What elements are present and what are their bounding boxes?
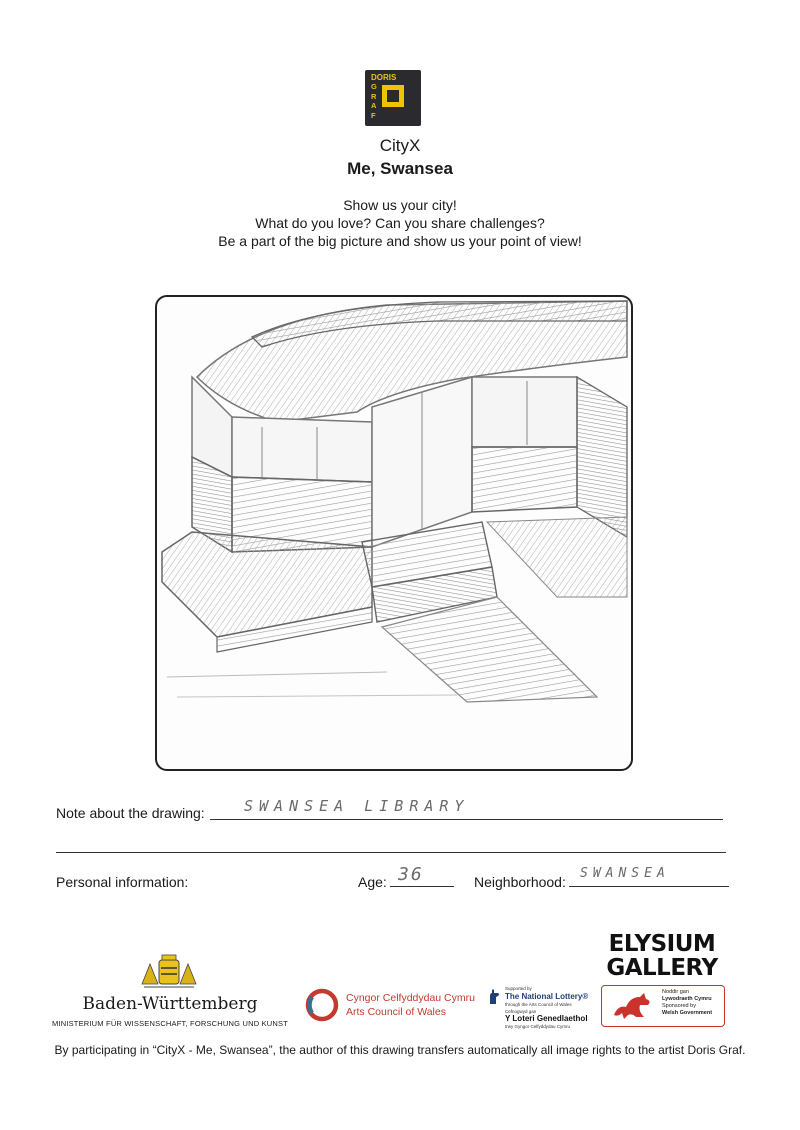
wg-line-1: Noddir gan — [662, 989, 689, 995]
baden-wuerttemberg-crest-icon — [140, 954, 198, 990]
lottery-name: The National Lottery® — [505, 992, 589, 1001]
intro-line-1: Show us your city! — [343, 197, 457, 213]
doris-graf-logo — [365, 70, 421, 126]
age-value[interactable]: 36 — [398, 864, 424, 885]
bw-name: Baden-Württemberg — [82, 994, 258, 1014]
elysium-gallery-logo — [604, 932, 720, 980]
elysium-line-2: GALLERY — [606, 955, 718, 981]
acw-english-name: Arts Council of Wales — [346, 1006, 446, 1018]
personal-info-label: Personal information: — [56, 874, 189, 890]
arts-council-ring-icon — [304, 987, 340, 1023]
logo-letter: A — [371, 101, 377, 110]
lottery-through: through the Arts Council of Wales — [505, 1002, 572, 1007]
lottery-welsh-supported: Cefnogwyd gan — [505, 1009, 537, 1014]
lottery-welsh-name: Y Loteri Genedlaethol — [505, 1014, 588, 1023]
drawing-frame — [155, 295, 633, 771]
note-second-line — [56, 852, 726, 853]
age-underline — [390, 886, 454, 887]
logo-letter: R — [371, 91, 377, 101]
neighborhood-label: Neighborhood: — [474, 874, 566, 890]
rights-footer: By participating in “CityX - Me, Swansea”, the author of this drawing transfers automatically all image rights to the artist Doris Graf. — [54, 1043, 746, 1057]
wg-text — [662, 989, 712, 1017]
logo-side-letters — [371, 82, 379, 120]
age-label: Age: — [358, 874, 387, 890]
elysium-line-1: ELYSIUM — [608, 931, 716, 957]
wg-line-2: Lywodraeth Cymru — [662, 996, 712, 1002]
intro-text — [0, 196, 800, 250]
welsh-government-logo — [601, 985, 725, 1027]
lottery-welsh-through: trwy Gyngor Celfyddydau Cymru — [505, 1024, 571, 1029]
neighborhood-value[interactable]: SWANSEA — [580, 866, 670, 881]
wg-line-3: Sponsored by — [662, 1003, 696, 1009]
national-lottery-hand-icon — [487, 987, 501, 1005]
welsh-dragon-icon — [610, 991, 654, 1021]
project-title: CityX — [379, 136, 421, 155]
logo-square-icon — [382, 85, 404, 107]
logo-letter: F — [371, 110, 376, 120]
intro-line-2: What do you love? Can you share challenges? — [255, 215, 545, 231]
note-underline — [210, 819, 723, 820]
wg-line-4: Welsh Government — [662, 1010, 713, 1016]
pencil-sketch-library-desk — [157, 297, 631, 769]
lottery-supported: Supported by — [505, 986, 532, 991]
project-subtitle: Me, Swansea — [347, 159, 453, 178]
bw-ministry: MINISTERIUM FÜR WISSENSCHAFT, FORSCHUNG UND KUNST — [51, 1019, 289, 1028]
logo-top-word: DORIS — [371, 73, 397, 82]
intro-line-3: Be a part of the big picture and show us your point of view! — [218, 233, 582, 249]
logo-letter: G — [371, 82, 377, 91]
acw-welsh-name: Cyngor Celfyddydau Cymru — [346, 992, 475, 1004]
neighborhood-underline — [569, 886, 729, 887]
note-label: Note about the drawing: — [56, 805, 205, 821]
note-value[interactable]: SWANSEA LIBRARY — [244, 797, 470, 815]
